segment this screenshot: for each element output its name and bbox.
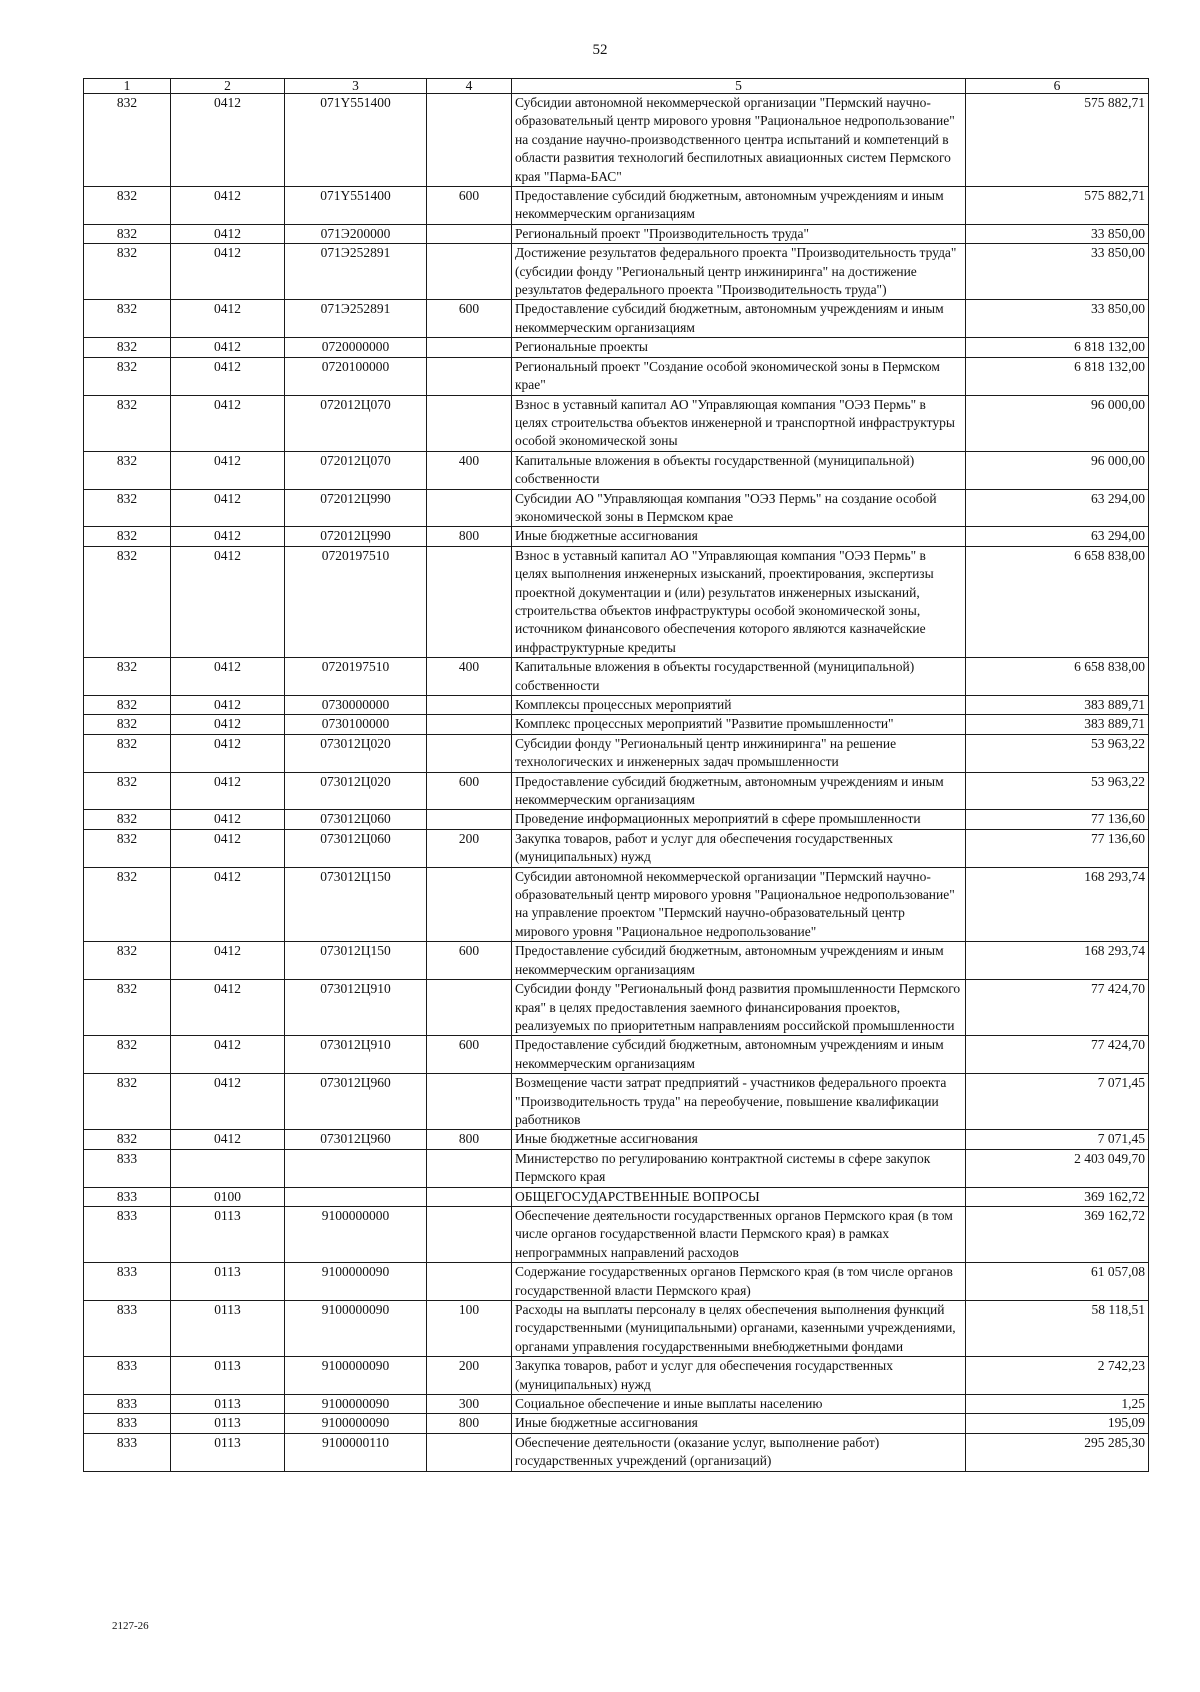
col-expense-type [427,224,512,243]
col-amount: 575 882,71 [966,187,1149,225]
col-target-article [285,1149,427,1187]
col-target-article: 073012Ц020 [285,772,427,810]
col-target-article: 9100000090 [285,1395,427,1414]
col-name: Комплекс процессных мероприятий "Развитие промышленности" [512,715,966,734]
col-section-code: 0412 [171,810,285,829]
col-expense-type [427,395,512,451]
column-header: 5 [512,79,966,94]
col-expense-type [427,1206,512,1262]
col-target-article [285,1187,427,1206]
col-section-code: 0113 [171,1395,285,1414]
col-target-article: 073012Ц020 [285,734,427,772]
col-amount: 61 057,08 [966,1263,1149,1301]
col-expense-type [427,867,512,942]
col-name: Закупка товаров, работ и услуг для обеспечения государственных (муниципальных) нужд [512,829,966,867]
col-amount: 33 850,00 [966,224,1149,243]
col-section-code: 0412 [171,546,285,657]
col-expense-type: 200 [427,829,512,867]
col-expense-type: 600 [427,187,512,225]
col-section-code: 0113 [171,1414,285,1433]
col-ministry-code: 832 [84,224,171,243]
col-name: Содержание государственных органов Пермского края (в том числе органов государственной власти Пермского края) [512,1263,966,1301]
col-expense-type [427,94,512,187]
col-name: Предоставление субсидий бюджетным, автономным учреждениям и иным некоммерческим организациям [512,300,966,338]
column-header: 4 [427,79,512,94]
col-ministry-code: 832 [84,734,171,772]
col-ministry-code: 832 [84,658,171,696]
col-amount: 168 293,74 [966,942,1149,980]
table-row [84,187,1149,225]
col-ministry-code: 832 [84,1036,171,1074]
table-row [84,658,1149,696]
col-amount: 7 071,45 [966,1074,1149,1130]
table-row [84,224,1149,243]
table-row [84,395,1149,451]
col-target-article: 0720000000 [285,338,427,357]
col-name: Капитальные вложения в объекты государственной (муниципальной) собственности [512,658,966,696]
col-amount: 53 963,22 [966,734,1149,772]
col-expense-type [427,734,512,772]
col-amount: 77 424,70 [966,1036,1149,1074]
col-target-article: 073012Ц060 [285,829,427,867]
col-section-code: 0412 [171,224,285,243]
col-amount: 33 850,00 [966,244,1149,300]
col-amount: 383 889,71 [966,696,1149,715]
col-ministry-code: 832 [84,300,171,338]
page-number: 52 [592,42,608,58]
col-section-code: 0412 [171,1074,285,1130]
column-header: 3 [285,79,427,94]
col-name: Региональный проект "Создание особой экономической зоны в Пермском крае" [512,357,966,395]
col-expense-type [427,357,512,395]
col-expense-type: 600 [427,1036,512,1074]
col-expense-type [427,1263,512,1301]
table-row [84,451,1149,489]
table-row [84,357,1149,395]
col-target-article: 0720197510 [285,546,427,657]
col-ministry-code: 832 [84,395,171,451]
col-target-article: 073012Ц910 [285,1036,427,1074]
col-name: Достижение результатов федерального проекта "Производительность труда" (субсидии фонду "Региональный центр инжиниринга" на достижение результатов федерального проекта "Производительность труда") [512,244,966,300]
col-section-code: 0412 [171,942,285,980]
col-section-code: 0412 [171,489,285,527]
col-name: Субсидии автономной некоммерческой организации "Пермский научно-образовательный центр мирового уровня "Рациональное недропользование" на создание научно-производственного центра испытаний и компетенций в области развития технологий беспилотных авиационных систем Пермского края "Парма-БАС" [512,94,966,187]
col-ministry-code: 832 [84,338,171,357]
col-target-article: 073012Ц960 [285,1130,427,1149]
col-expense-type: 800 [427,1130,512,1149]
col-target-article: 071Э252891 [285,300,427,338]
col-target-article: 071Y551400 [285,187,427,225]
col-name: Предоставление субсидий бюджетным, автономным учреждениям и иным некоммерческим организациям [512,1036,966,1074]
table-body [84,94,1149,1472]
col-name: Комплексы процессных мероприятий [512,696,966,715]
budget-table [83,78,1149,1472]
col-section-code: 0113 [171,1206,285,1262]
col-amount: 369 162,72 [966,1206,1149,1262]
col-ministry-code: 832 [84,357,171,395]
table-row [84,1301,1149,1357]
col-target-article: 073012Ц910 [285,980,427,1036]
col-section-code: 0412 [171,829,285,867]
col-section-code: 0412 [171,980,285,1036]
col-ministry-code: 832 [84,244,171,300]
col-section-code: 0113 [171,1433,285,1471]
column-header: 1 [84,79,171,94]
col-target-article: 9100000090 [285,1357,427,1395]
col-amount: 53 963,22 [966,772,1149,810]
col-expense-type [427,715,512,734]
column-header: 2 [171,79,285,94]
table-row [84,244,1149,300]
col-name: Взнос в уставный капитал АО "Управляющая компания "ОЭЗ Пермь" в целях строительства объектов инженерной и транспортной инфраструктуры особой экономической зоны [512,395,966,451]
table-row [84,1074,1149,1130]
col-name: Региональный проект "Производительность труда" [512,224,966,243]
table-row [84,696,1149,715]
col-amount: 6 658 838,00 [966,658,1149,696]
col-section-code: 0412 [171,867,285,942]
col-ministry-code: 833 [84,1357,171,1395]
col-expense-type: 800 [427,527,512,546]
table-row [84,1149,1149,1187]
table-row [84,715,1149,734]
table-header-row [84,79,1149,94]
col-amount: 575 882,71 [966,94,1149,187]
col-name: Взнос в уставный капитал АО "Управляющая компания "ОЭЗ Пермь" в целях выполнения инженерных изысканий, проектирования, экспертизы проектной документации и (или) результатов инженерных изысканий, строительства объектов инфраструктуры особой экономической зоны, источником финансового обеспечения которого являются казначейские инфраструктурные кредиты [512,546,966,657]
col-amount: 7 071,45 [966,1130,1149,1149]
col-expense-type: 600 [427,942,512,980]
col-amount: 369 162,72 [966,1187,1149,1206]
col-section-code: 0412 [171,734,285,772]
col-expense-type: 800 [427,1414,512,1433]
table-row [84,300,1149,338]
col-expense-type: 400 [427,451,512,489]
col-expense-type [427,980,512,1036]
col-section-code: 0412 [171,1036,285,1074]
col-amount: 77 136,60 [966,829,1149,867]
col-target-article: 073012Ц960 [285,1074,427,1130]
col-ministry-code: 832 [84,1074,171,1130]
col-expense-type: 200 [427,1357,512,1395]
col-name: Возмещение части затрат предприятий - участников федерального проекта "Производительность труда" на переобучение, повышение квалификации работников [512,1074,966,1130]
col-section-code: 0412 [171,357,285,395]
col-expense-type [427,1187,512,1206]
table-row [84,1263,1149,1301]
col-section-code: 0113 [171,1301,285,1357]
col-target-article: 9100000000 [285,1206,427,1262]
col-section-code: 0412 [171,696,285,715]
col-ministry-code: 832 [84,772,171,810]
col-name: Субсидии автономной некоммерческой организации "Пермский научно-образовательный центр мирового уровня "Рациональное недропользование" на управление проектом "Пермский научно-образовательный центр мирового уровня "Рациональное недропользование" [512,867,966,942]
col-amount: 63 294,00 [966,527,1149,546]
col-amount: 383 889,71 [966,715,1149,734]
col-expense-type [427,1149,512,1187]
table-row [84,527,1149,546]
col-name: Обеспечение деятельности государственных органов Пермского края (в том числе органов государственной власти Пермского края) в рамках непрограммных направлений расходов [512,1206,966,1262]
table-row [84,94,1149,187]
col-target-article: 0720100000 [285,357,427,395]
table-row [84,1036,1149,1074]
col-section-code: 0412 [171,658,285,696]
col-ministry-code: 832 [84,867,171,942]
col-amount: 33 850,00 [966,300,1149,338]
col-target-article: 072012Ц070 [285,451,427,489]
col-expense-type [427,338,512,357]
col-ministry-code: 833 [84,1263,171,1301]
col-ministry-code: 832 [84,829,171,867]
col-ministry-code: 832 [84,1130,171,1149]
document-code: 2127-26 [112,1620,149,1632]
column-header: 6 [966,79,1149,94]
col-name: Министерство по регулированию контрактной системы в сфере закупок Пермского края [512,1149,966,1187]
col-amount: 2 742,23 [966,1357,1149,1395]
table-row [84,1357,1149,1395]
col-target-article: 071Y551400 [285,94,427,187]
col-section-code: 0113 [171,1357,285,1395]
col-ministry-code: 832 [84,527,171,546]
col-section-code: 0412 [171,300,285,338]
col-ministry-code: 832 [84,94,171,187]
col-name: Иные бюджетные ассигнования [512,1130,966,1149]
col-name: Капитальные вложения в объекты государственной (муниципальной) собственности [512,451,966,489]
table-row [84,338,1149,357]
col-target-article: 073012Ц150 [285,942,427,980]
col-section-code: 0412 [171,94,285,187]
col-section-code: 0412 [171,451,285,489]
col-ministry-code: 833 [84,1206,171,1262]
col-ministry-code: 832 [84,546,171,657]
col-target-article: 0730000000 [285,696,427,715]
col-ministry-code: 832 [84,980,171,1036]
table-row [84,942,1149,980]
col-ministry-code: 832 [84,187,171,225]
col-amount: 58 118,51 [966,1301,1149,1357]
table-row [84,867,1149,942]
table-row [84,1395,1149,1414]
col-amount: 63 294,00 [966,489,1149,527]
col-target-article: 072012Ц070 [285,395,427,451]
col-expense-type: 300 [427,1395,512,1414]
col-name: Проведение информационных мероприятий в сфере промышленности [512,810,966,829]
col-ministry-code: 832 [84,810,171,829]
col-section-code: 0412 [171,395,285,451]
col-target-article: 9100000090 [285,1301,427,1357]
col-expense-type: 400 [427,658,512,696]
col-name: Расходы на выплаты персоналу в целях обеспечения выполнения функций государственными (муниципальными) органами, казенными учреждениями, органами управления государственными внебюджетными фондами [512,1301,966,1357]
table-row [84,489,1149,527]
col-ministry-code: 832 [84,451,171,489]
col-ministry-code: 832 [84,715,171,734]
col-expense-type [427,1074,512,1130]
col-name: Социальное обеспечение и иные выплаты населению [512,1395,966,1414]
col-name: Закупка товаров, работ и услуг для обеспечения государственных (муниципальных) нужд [512,1357,966,1395]
col-expense-type [427,546,512,657]
col-section-code: 0412 [171,244,285,300]
col-amount: 77 136,60 [966,810,1149,829]
col-amount: 6 818 132,00 [966,338,1149,357]
table-row [84,772,1149,810]
col-amount: 96 000,00 [966,395,1149,451]
col-ministry-code: 833 [84,1395,171,1414]
col-expense-type [427,696,512,715]
col-section-code: 0412 [171,338,285,357]
col-target-article: 071Э200000 [285,224,427,243]
col-name: Предоставление субсидий бюджетным, автономным учреждениям и иным некоммерческим организациям [512,942,966,980]
col-section-code: 0412 [171,527,285,546]
col-amount: 77 424,70 [966,980,1149,1036]
col-name: Предоставление субсидий бюджетным, автономным учреждениям и иным некоммерческим организациям [512,187,966,225]
col-amount: 2 403 049,70 [966,1149,1149,1187]
table-row [84,734,1149,772]
table-row [84,546,1149,657]
col-amount: 96 000,00 [966,451,1149,489]
col-target-article: 9100000090 [285,1263,427,1301]
col-amount: 6 658 838,00 [966,546,1149,657]
col-amount: 1,25 [966,1395,1149,1414]
table-row [84,1414,1149,1433]
table-row [84,810,1149,829]
table-row [84,980,1149,1036]
col-name: Иные бюджетные ассигнования [512,1414,966,1433]
col-name: ОБЩЕГОСУДАРСТВЕННЫЕ ВОПРОСЫ [512,1187,966,1206]
col-target-article: 073012Ц060 [285,810,427,829]
table-row [84,1206,1149,1262]
col-ministry-code: 832 [84,942,171,980]
col-amount: 295 285,30 [966,1433,1149,1471]
col-name: Обеспечение деятельности (оказание услуг, выполнение работ) государственных учреждений (организаций) [512,1433,966,1471]
col-name: Субсидии фонду "Региональный фонд развития промышленности Пермского края" в целях предоставления заемного финансирования проектов, реализуемых по приоритетным направлениям российской промышленности [512,980,966,1036]
table-row [84,1187,1149,1206]
col-ministry-code: 833 [84,1301,171,1357]
col-section-code: 0100 [171,1187,285,1206]
col-target-article: 9100000090 [285,1414,427,1433]
col-name: Иные бюджетные ассигнования [512,527,966,546]
col-section-code [171,1149,285,1187]
col-name: Субсидии АО "Управляющая компания "ОЭЗ Пермь" на создание особой экономической зоны в Пермском крае [512,489,966,527]
table-row [84,1433,1149,1471]
col-target-article: 073012Ц150 [285,867,427,942]
col-expense-type: 600 [427,300,512,338]
col-name: Субсидии фонду "Региональный центр инжиниринга" на решение технологических и инженерных задач промышленности [512,734,966,772]
col-section-code: 0113 [171,1263,285,1301]
table-row [84,829,1149,867]
col-target-article: 072012Ц990 [285,489,427,527]
col-ministry-code: 832 [84,696,171,715]
col-name: Региональные проекты [512,338,966,357]
col-section-code: 0412 [171,715,285,734]
col-target-article: 072012Ц990 [285,527,427,546]
col-amount: 168 293,74 [966,867,1149,942]
col-expense-type: 100 [427,1301,512,1357]
col-target-article: 0730100000 [285,715,427,734]
col-ministry-code: 833 [84,1414,171,1433]
col-ministry-code: 833 [84,1433,171,1471]
col-target-article: 9100000110 [285,1433,427,1471]
col-expense-type [427,1433,512,1471]
col-expense-type [427,244,512,300]
col-ministry-code: 832 [84,489,171,527]
col-section-code: 0412 [171,772,285,810]
col-amount: 195,09 [966,1414,1149,1433]
col-expense-type [427,810,512,829]
col-amount: 6 818 132,00 [966,357,1149,395]
col-expense-type [427,489,512,527]
col-expense-type: 600 [427,772,512,810]
col-section-code: 0412 [171,187,285,225]
col-target-article: 0720197510 [285,658,427,696]
col-name: Предоставление субсидий бюджетным, автономным учреждениям и иным некоммерческим организациям [512,772,966,810]
table-row [84,1130,1149,1149]
col-section-code: 0412 [171,1130,285,1149]
col-ministry-code: 833 [84,1149,171,1187]
col-ministry-code: 833 [84,1187,171,1206]
col-target-article: 071Э252891 [285,244,427,300]
